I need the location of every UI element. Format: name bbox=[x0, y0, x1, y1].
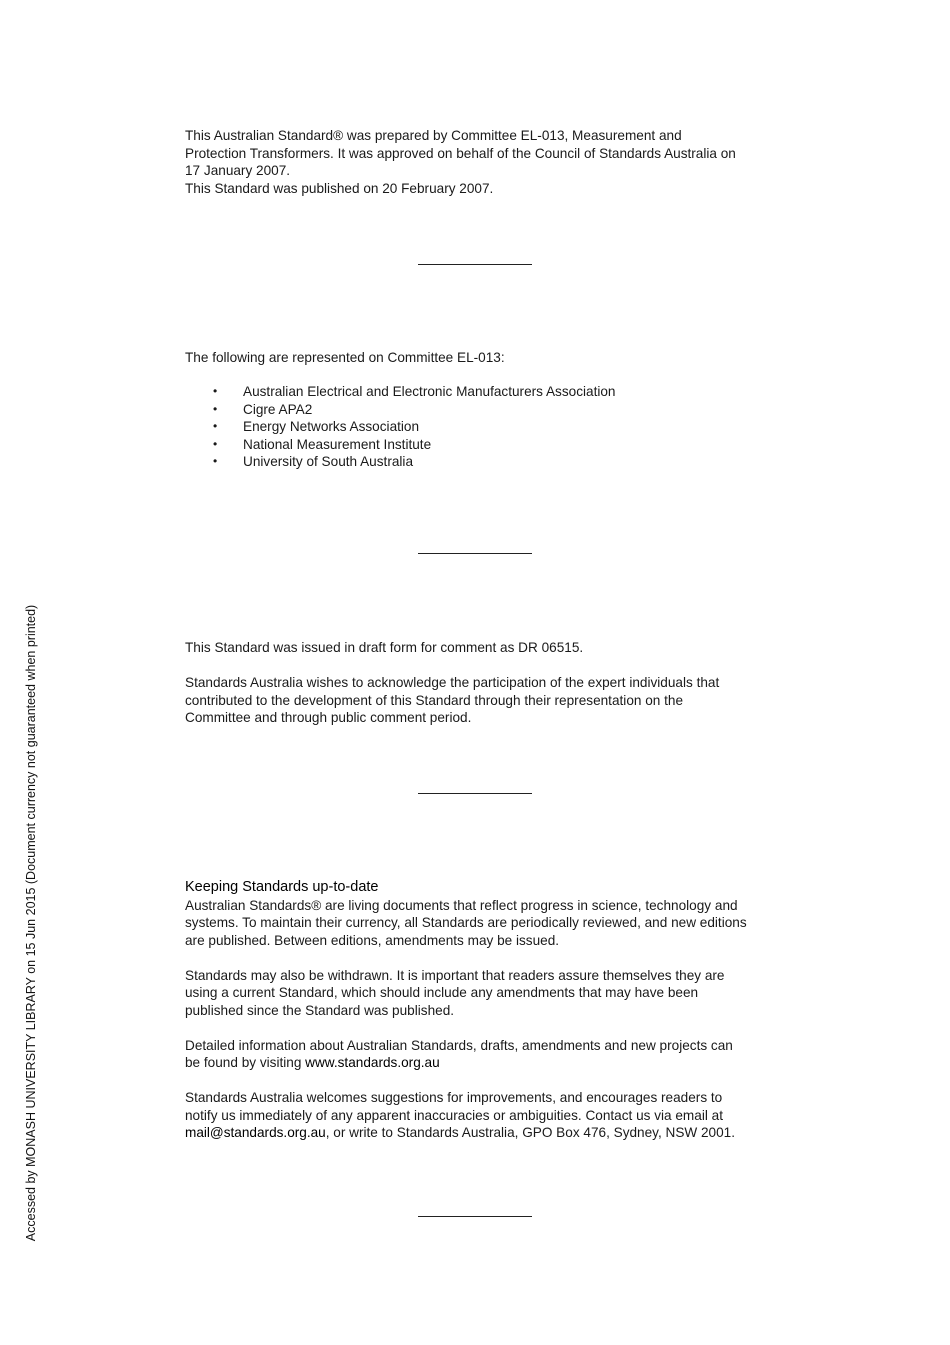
bullet-icon: • bbox=[213, 401, 218, 416]
committee-member: National Measurement Institute bbox=[243, 436, 432, 452]
para2-line-3: published since the Standard was published. bbox=[185, 1002, 455, 1018]
published-line: This Standard was published on 20 February 2007. bbox=[185, 180, 494, 196]
para3-line-2 bbox=[185, 1054, 775, 1072]
acknowledgement-line-1: Standards Australia wishes to acknowledge the participation of the expert individuals that bbox=[185, 675, 720, 690]
section-divider-4 bbox=[418, 1216, 532, 1217]
para2-line-1: Standards may also be withdrawn. It is important that readers assure themselves they are bbox=[185, 967, 725, 983]
para3-prefix: be found by visiting bbox=[185, 1055, 306, 1070]
committee-intro: The following are represented on Committee EL-013: bbox=[185, 350, 505, 365]
prepared-line-2: Protection Transformers. It was approved on behalf of the Council of Standards Australia on bbox=[185, 145, 736, 161]
section-divider-2 bbox=[418, 553, 532, 554]
website-link[interactable]: www.standards.org.au bbox=[305, 1055, 440, 1070]
bullet-icon: • bbox=[213, 419, 218, 433]
para4-line-1: Standards Australia welcomes suggestions for improvements, and encourages readers to bbox=[185, 1090, 723, 1105]
para4-line-2: notify us immediately of any apparent inaccuracies or ambiguities. Contact us via email at bbox=[185, 1107, 723, 1123]
committee-intro-block bbox=[185, 349, 775, 367]
prepared-line-3: 17 January 2007. bbox=[185, 163, 291, 178]
list-item bbox=[213, 401, 616, 419]
access-note: Accessed by MONASH UNIVERSITY LIBRARY on 15 Jun 2015 (Document currency not guaranteed when printed) bbox=[24, 604, 38, 1242]
committee-members-list bbox=[213, 383, 616, 471]
list-item bbox=[213, 418, 616, 436]
bullet-icon: • bbox=[213, 436, 218, 451]
list-item bbox=[213, 383, 616, 401]
draft-section bbox=[185, 639, 775, 727]
para4-line-3 bbox=[185, 1124, 775, 1142]
acknowledgement-line-2: contributed to the development of this Standard through their representation on the bbox=[185, 692, 684, 708]
committee-member: Energy Networks Association bbox=[243, 419, 420, 434]
para2-line-2: using a current Standard, which should include any amendments that may have been bbox=[185, 985, 699, 1000]
keeping-standards-heading: Keeping Standards up-to-date bbox=[185, 879, 379, 895]
email-link[interactable]: mail@standards.org.au bbox=[185, 1125, 326, 1140]
committee-member: University of South Australia bbox=[243, 454, 414, 469]
bullet-icon: • bbox=[213, 384, 218, 398]
section-divider-3 bbox=[418, 793, 532, 794]
bullet-icon: • bbox=[213, 454, 218, 468]
list-item bbox=[213, 436, 616, 454]
committee-member: Cigre APA2 bbox=[243, 401, 313, 417]
para1-line-2: systems. To maintain their currency, all Standards are periodically reviewed, and new editions bbox=[185, 915, 747, 930]
para3-line-1: Detailed information about Australian Standards, drafts, amendments and new projects can bbox=[185, 1037, 733, 1053]
para1-line-3: are published. Between editions, amendments may be issued. bbox=[185, 932, 560, 948]
list-item bbox=[213, 453, 616, 471]
para4-suffix: , or write to Standards Australia, GPO Box 476, Sydney, NSW 2001. bbox=[325, 1125, 736, 1140]
acknowledgement-line-3: Committee and through public comment period. bbox=[185, 710, 472, 725]
prepared-line-1: This Australian Standard® was prepared by Committee EL-013, Measurement and bbox=[185, 128, 682, 143]
draft-line: This Standard was issued in draft form for comment as DR 06515. bbox=[185, 640, 584, 655]
para1-line-1: Australian Standards® are living documents that reflect progress in science, technology and bbox=[185, 897, 738, 913]
section-divider-1 bbox=[418, 264, 532, 265]
prepared-section bbox=[185, 127, 775, 197]
committee-member: Australian Electrical and Electronic Manufacturers Association bbox=[243, 384, 616, 399]
keeping-standards-section bbox=[185, 879, 775, 1142]
